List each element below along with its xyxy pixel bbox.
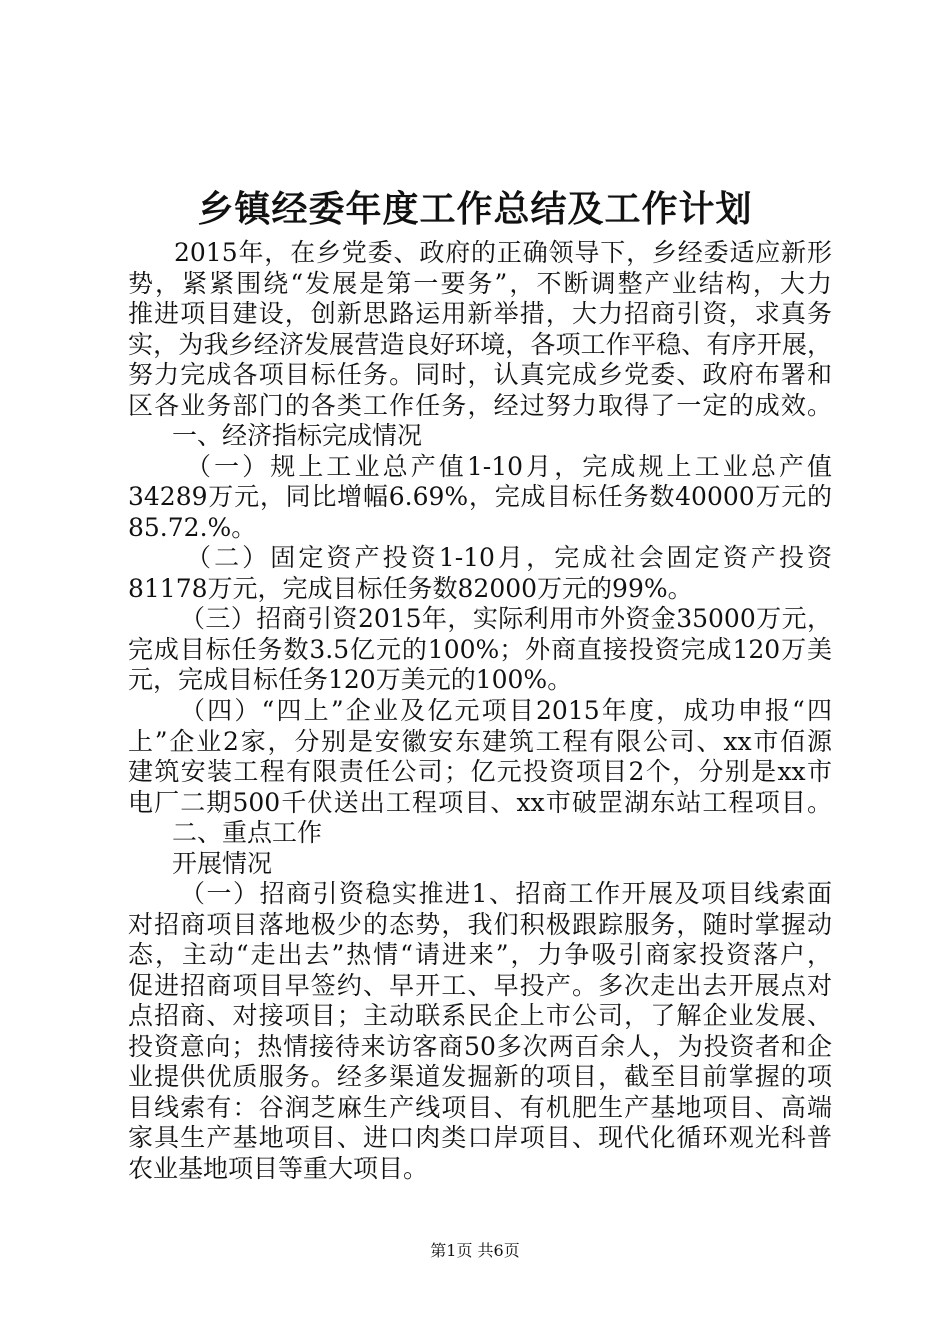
body-line: 促进招商项目早签约、早开工、早投产。多次走出去开展点对 — [128, 971, 832, 1000]
body-line: 上”企业2家，分别是安徽安东建筑工程有限公司、xx市佰源 — [128, 727, 832, 756]
body-line: 对招商项目落地极少的态势，我们积极跟踪服务，随时掌握动 — [128, 910, 832, 939]
body-line: 农业基地项目等重大项目。 — [128, 1154, 429, 1183]
section-heading: 一、经济指标完成情况 — [172, 421, 423, 450]
body-line: 开展情况 — [172, 849, 273, 878]
body-line: 态，主动“走出去”热情“请进来”，力争吸引商家投资落户， — [128, 940, 832, 969]
body-line: 势，紧紧围绕“发展是第一要务”，不断调整产业结构，大力 — [128, 269, 832, 298]
body-line: 电厂二期500千伏送出工程项目、xx市破罡湖东站工程项目。 — [128, 788, 832, 817]
body-line: 投资意向；热情接待来访客商50多次两百余人，为投资者和企 — [128, 1032, 832, 1061]
body-line: 实，为我乡经济发展营造良好环境，各项工作平稳、有序开展， — [128, 330, 832, 359]
body-line: 2015年，在乡党委、政府的正确领导下，乡经委适应新形 — [174, 238, 832, 267]
body-line: 推进项目建设，创新思路运用新举措，大力招商引资，求真务 — [128, 299, 832, 328]
body-line: 完成目标任务数3.5亿元的100%；外商直接投资完成120万美 — [128, 635, 832, 664]
body-line: 元，完成目标任务120万美元的100%。 — [128, 665, 573, 694]
body-line: 努力完成各项目标任务。同时，认真完成乡党委、政府布署和 — [128, 360, 832, 389]
body-line: 目线索有：谷润芝麻生产线项目、有机肥生产基地项目、高端 — [128, 1093, 832, 1122]
body-line: 85.72.%。 — [128, 513, 257, 542]
body-line: 点招商、对接项目；主动联系民企上市公司，了解企业发展、 — [128, 1001, 832, 1030]
body-line: （四）“四上”企业及亿元项目2015年度，成功申报“四 — [180, 696, 832, 725]
body-line: （一）招商引资稳实推进1、招商工作开展及项目线索面 — [180, 879, 832, 908]
body-line: 34289万元，同比增幅6.69%，完成目标任务数40000万元的 — [128, 482, 832, 511]
page-title: 乡镇经委年度工作总结及工作计划 — [197, 189, 753, 230]
section-heading: 二、重点工作 — [172, 818, 323, 847]
body-line: 区各业务部门的各类工作任务，经过努力取得了一定的成效。 — [128, 391, 832, 420]
body-line: （三）招商引资2015年，实际利用市外资金35000万元， — [180, 604, 832, 633]
page-number: 第1页 共6页 — [430, 1241, 520, 1260]
body-line: 家具生产基地项目、进口肉类口岸项目、现代化循环观光科普 — [128, 1123, 832, 1152]
body-line: 建筑安装工程有限责任公司；亿元投资项目2个，分别是xx市 — [128, 757, 832, 786]
body-line: 81178万元，完成目标任务数82000万元的99%。 — [128, 574, 693, 603]
body-line: （一）规上工业总产值1-10月，完成规上工业总产值 — [186, 452, 832, 481]
body-line: 业提供优质服务。经多渠道发掘新的项目，截至目前掌握的项 — [128, 1062, 832, 1091]
body-line: （二）固定资产投资1-10月，完成社会固定资产投资 — [186, 543, 832, 572]
